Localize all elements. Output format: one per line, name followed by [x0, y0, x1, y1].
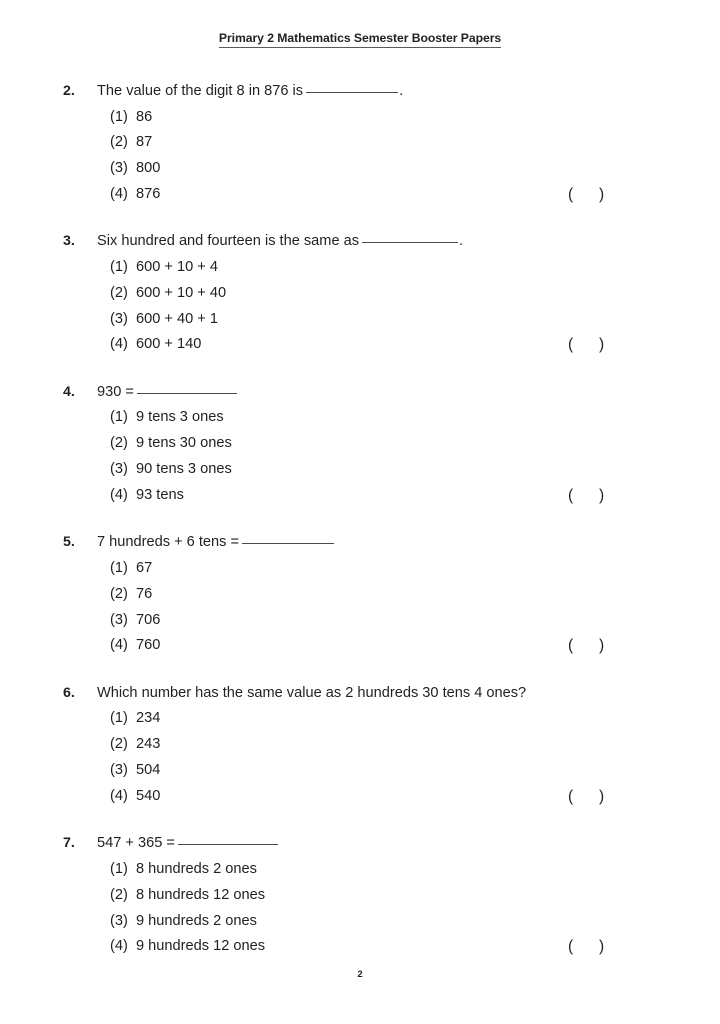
option-label: (2): [110, 886, 128, 903]
question-number: 7.: [63, 835, 75, 852]
option-item[interactable]: [110, 582, 680, 608]
answer-blank-line[interactable]: [178, 844, 278, 845]
option-item[interactable]: [110, 556, 680, 582]
question-stem: [63, 831, 680, 857]
option-text: 90 tens 3 ones: [136, 461, 232, 478]
option-text: 243: [136, 736, 161, 753]
option-text: 93 tens: [136, 486, 184, 503]
option-label: (3): [110, 611, 128, 628]
question-stem: [63, 530, 680, 556]
option-item[interactable]: [110, 255, 680, 281]
option-item[interactable]: [110, 758, 680, 784]
option-text: 9 hundreds 2 ones: [136, 912, 257, 929]
question-stem: [63, 681, 680, 707]
option-text: 600 + 140: [136, 336, 202, 353]
option-text: 234: [136, 710, 161, 727]
option-list: [63, 556, 680, 659]
option-list: [63, 405, 680, 508]
option-item[interactable]: [110, 130, 680, 156]
option-text: 87: [136, 134, 153, 151]
option-text: 86: [136, 108, 153, 125]
option-item[interactable]: [110, 934, 680, 960]
option-list: [63, 706, 680, 809]
question-number: 2.: [63, 82, 75, 99]
option-label: (4): [110, 336, 128, 353]
option-text: 8 hundreds 12 ones: [136, 886, 266, 903]
question-number: 4.: [63, 383, 75, 400]
option-item[interactable]: [110, 633, 680, 659]
question-block: [63, 831, 680, 960]
option-label: (1): [110, 258, 128, 275]
answer-blank-line[interactable]: [306, 92, 398, 93]
option-text: 600 + 10 + 40: [136, 284, 227, 301]
option-list: [63, 857, 680, 960]
option-list: [63, 255, 680, 358]
question-block: [63, 79, 680, 208]
option-item[interactable]: [110, 857, 680, 883]
option-label: (1): [110, 559, 128, 576]
page-header: [0, 0, 720, 48]
option-label: (3): [110, 762, 128, 779]
page-number: 2: [357, 969, 363, 980]
answer-bracket[interactable]: ( ): [568, 336, 605, 354]
option-label: (4): [110, 637, 128, 654]
option-text: 76: [136, 585, 153, 602]
option-item[interactable]: [110, 732, 680, 758]
option-item[interactable]: [110, 105, 680, 131]
option-label: (2): [110, 435, 128, 452]
option-label: (2): [110, 585, 128, 602]
option-item[interactable]: [110, 706, 680, 732]
option-text: 9 hundreds 12 ones: [136, 938, 266, 955]
option-label: (3): [110, 160, 128, 177]
option-text: 9 tens 3 ones: [136, 409, 224, 426]
question-block: [63, 229, 680, 358]
option-text: 600 + 10 + 4: [136, 258, 218, 275]
option-item[interactable]: [110, 883, 680, 909]
option-text: 876: [136, 185, 161, 202]
option-text: 67: [136, 559, 153, 576]
option-text: 504: [136, 762, 161, 779]
question-text-before-blank: 547 + 365 =: [97, 835, 175, 852]
question-text-after-blank: .: [459, 233, 464, 250]
option-text: 760: [136, 637, 161, 654]
option-item[interactable]: [110, 784, 680, 810]
option-item[interactable]: [110, 307, 680, 333]
option-label: (2): [110, 284, 128, 301]
answer-bracket[interactable]: ( ): [568, 787, 605, 805]
question-text: [97, 380, 238, 406]
option-text: 8 hundreds 2 ones: [136, 860, 257, 877]
question-stem: [63, 79, 680, 105]
question-number: 3.: [63, 233, 75, 250]
question-text-before-blank: 930 =: [97, 383, 134, 400]
question-text-before-blank: The value of the digit 8 in 876 is: [97, 82, 304, 99]
question-block: [63, 681, 680, 810]
option-label: (3): [110, 461, 128, 478]
option-label: (4): [110, 787, 128, 804]
option-item[interactable]: [110, 483, 680, 509]
answer-blank-line[interactable]: [362, 242, 458, 243]
question-text-before-blank: Six hundred and fourteen is the same as: [97, 233, 360, 250]
question-block: [63, 380, 680, 509]
option-label: (1): [110, 108, 128, 125]
option-label: (3): [110, 310, 128, 327]
option-text: 706: [136, 611, 161, 628]
answer-blank-line[interactable]: [242, 543, 334, 544]
option-label: (2): [110, 736, 128, 753]
option-text: 800: [136, 160, 161, 177]
question-text: [97, 530, 335, 556]
option-item[interactable]: [110, 182, 680, 208]
question-text-after-blank: .: [399, 82, 404, 99]
option-list: [63, 105, 680, 208]
option-item[interactable]: [110, 332, 680, 358]
question-stem: [63, 380, 680, 406]
question-text: [97, 229, 463, 255]
answer-bracket[interactable]: ( ): [568, 185, 605, 203]
answer-blank-line[interactable]: [137, 393, 237, 394]
option-label: (2): [110, 134, 128, 151]
option-item[interactable]: [110, 281, 680, 307]
question-text: [97, 79, 403, 105]
answer-bracket[interactable]: ( ): [568, 637, 605, 655]
question-number: 5.: [63, 534, 75, 551]
option-label: (4): [110, 185, 128, 202]
question-number: 6.: [63, 684, 75, 701]
option-item[interactable]: [110, 405, 680, 431]
option-label: (4): [110, 938, 128, 955]
question-text: [97, 831, 279, 857]
option-item[interactable]: [110, 457, 680, 483]
question-text-before-blank: Which number has the same value as 2 hundreds 30 tens 4 ones?: [97, 684, 527, 701]
answer-bracket[interactable]: ( ): [568, 486, 605, 504]
option-text: 540: [136, 787, 161, 804]
option-label: (4): [110, 486, 128, 503]
question-text-before-blank: 7 hundreds + 6 tens =: [97, 534, 239, 551]
option-item[interactable]: [110, 608, 680, 634]
option-label: (1): [110, 409, 128, 426]
page-footer: [0, 964, 720, 982]
question-block: [63, 530, 680, 659]
page-title: Primary 2 Mathematics Semester Booster Papers: [219, 32, 501, 48]
option-label: (1): [110, 710, 128, 727]
option-item[interactable]: [110, 431, 680, 457]
question-list: [0, 79, 720, 960]
option-item[interactable]: [110, 909, 680, 935]
option-label: (1): [110, 860, 128, 877]
option-text: 9 tens 30 ones: [136, 435, 232, 452]
option-text: 600 + 40 + 1: [136, 310, 218, 327]
question-stem: [63, 229, 680, 255]
question-text: [97, 681, 526, 707]
answer-bracket[interactable]: ( ): [568, 938, 605, 956]
option-label: (3): [110, 912, 128, 929]
option-item[interactable]: [110, 156, 680, 182]
